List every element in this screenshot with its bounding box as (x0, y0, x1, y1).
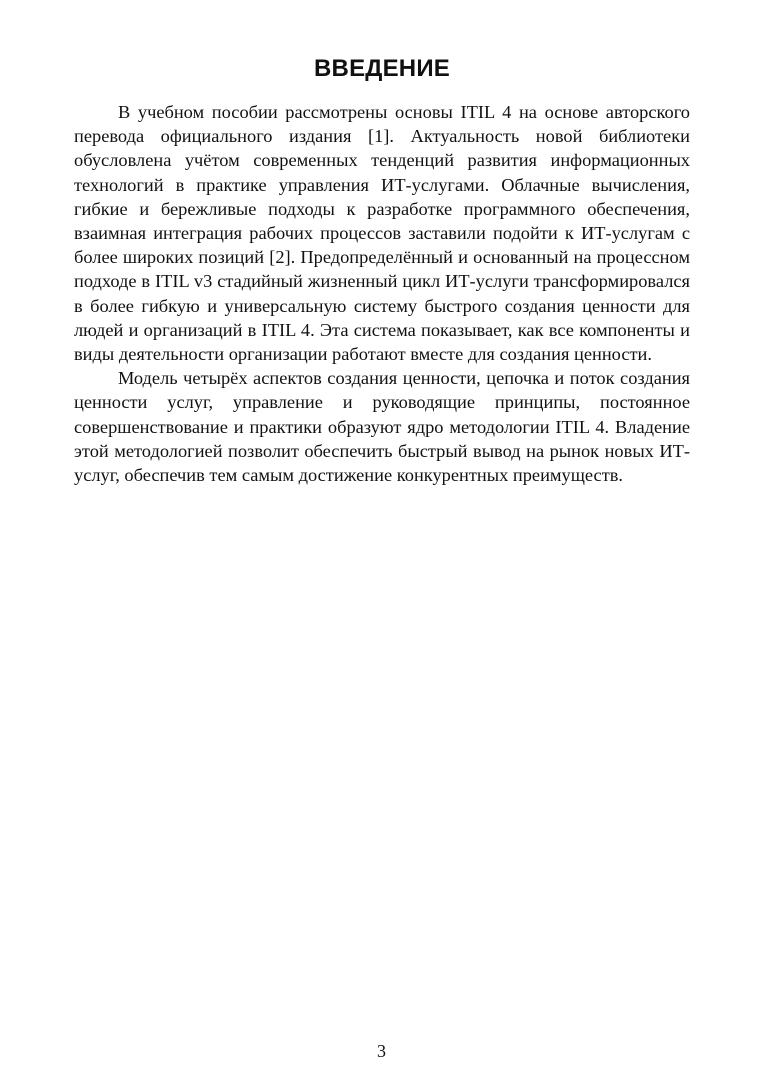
page-number: 3 (377, 1041, 386, 1061)
paragraph-intro: В учебном пособии рассмотрены основы ITIL 4 на основе авторского перевода официального издания [1]. Актуальность новой библиотеки обусловлена учётом современных тенденций развития информационных технологий в практике управления ИТ-услугами. Облачные вычисления, гибкие и бережливые подходы к разработке программного обеспечения, взаимная интеграция рабочих процессов заставили подойти к ИТ-услугам с более широких позиций [2]. Предопределённый и основанный на процессном подходе в ITIL v3 стадийный жизненный цикл ИТ-услуги трансформировался в более гибкую и универсальную систему быстрого создания ценности для людей и организаций в ITIL 4. Эта система показывает, как все компоненты и виды деятельности организации работают вместе для создания ценности. (74, 102, 690, 365)
document-page (74, 54, 690, 487)
paragraph-model: Модель четырёх аспектов создания ценности, цепочка и поток создания ценности услуг, управление и руководящие принципы, постоянное совершенствование и практики образуют ядро методологии ITIL 4. Владение этой методологией позволит обеспечить быстрый вывод на рынок новых ИТ-услуг, обеспечив тем самым достижение конкурентных преимуществ. (74, 368, 690, 486)
page-title: ВВЕДЕНИЕ (314, 55, 450, 82)
